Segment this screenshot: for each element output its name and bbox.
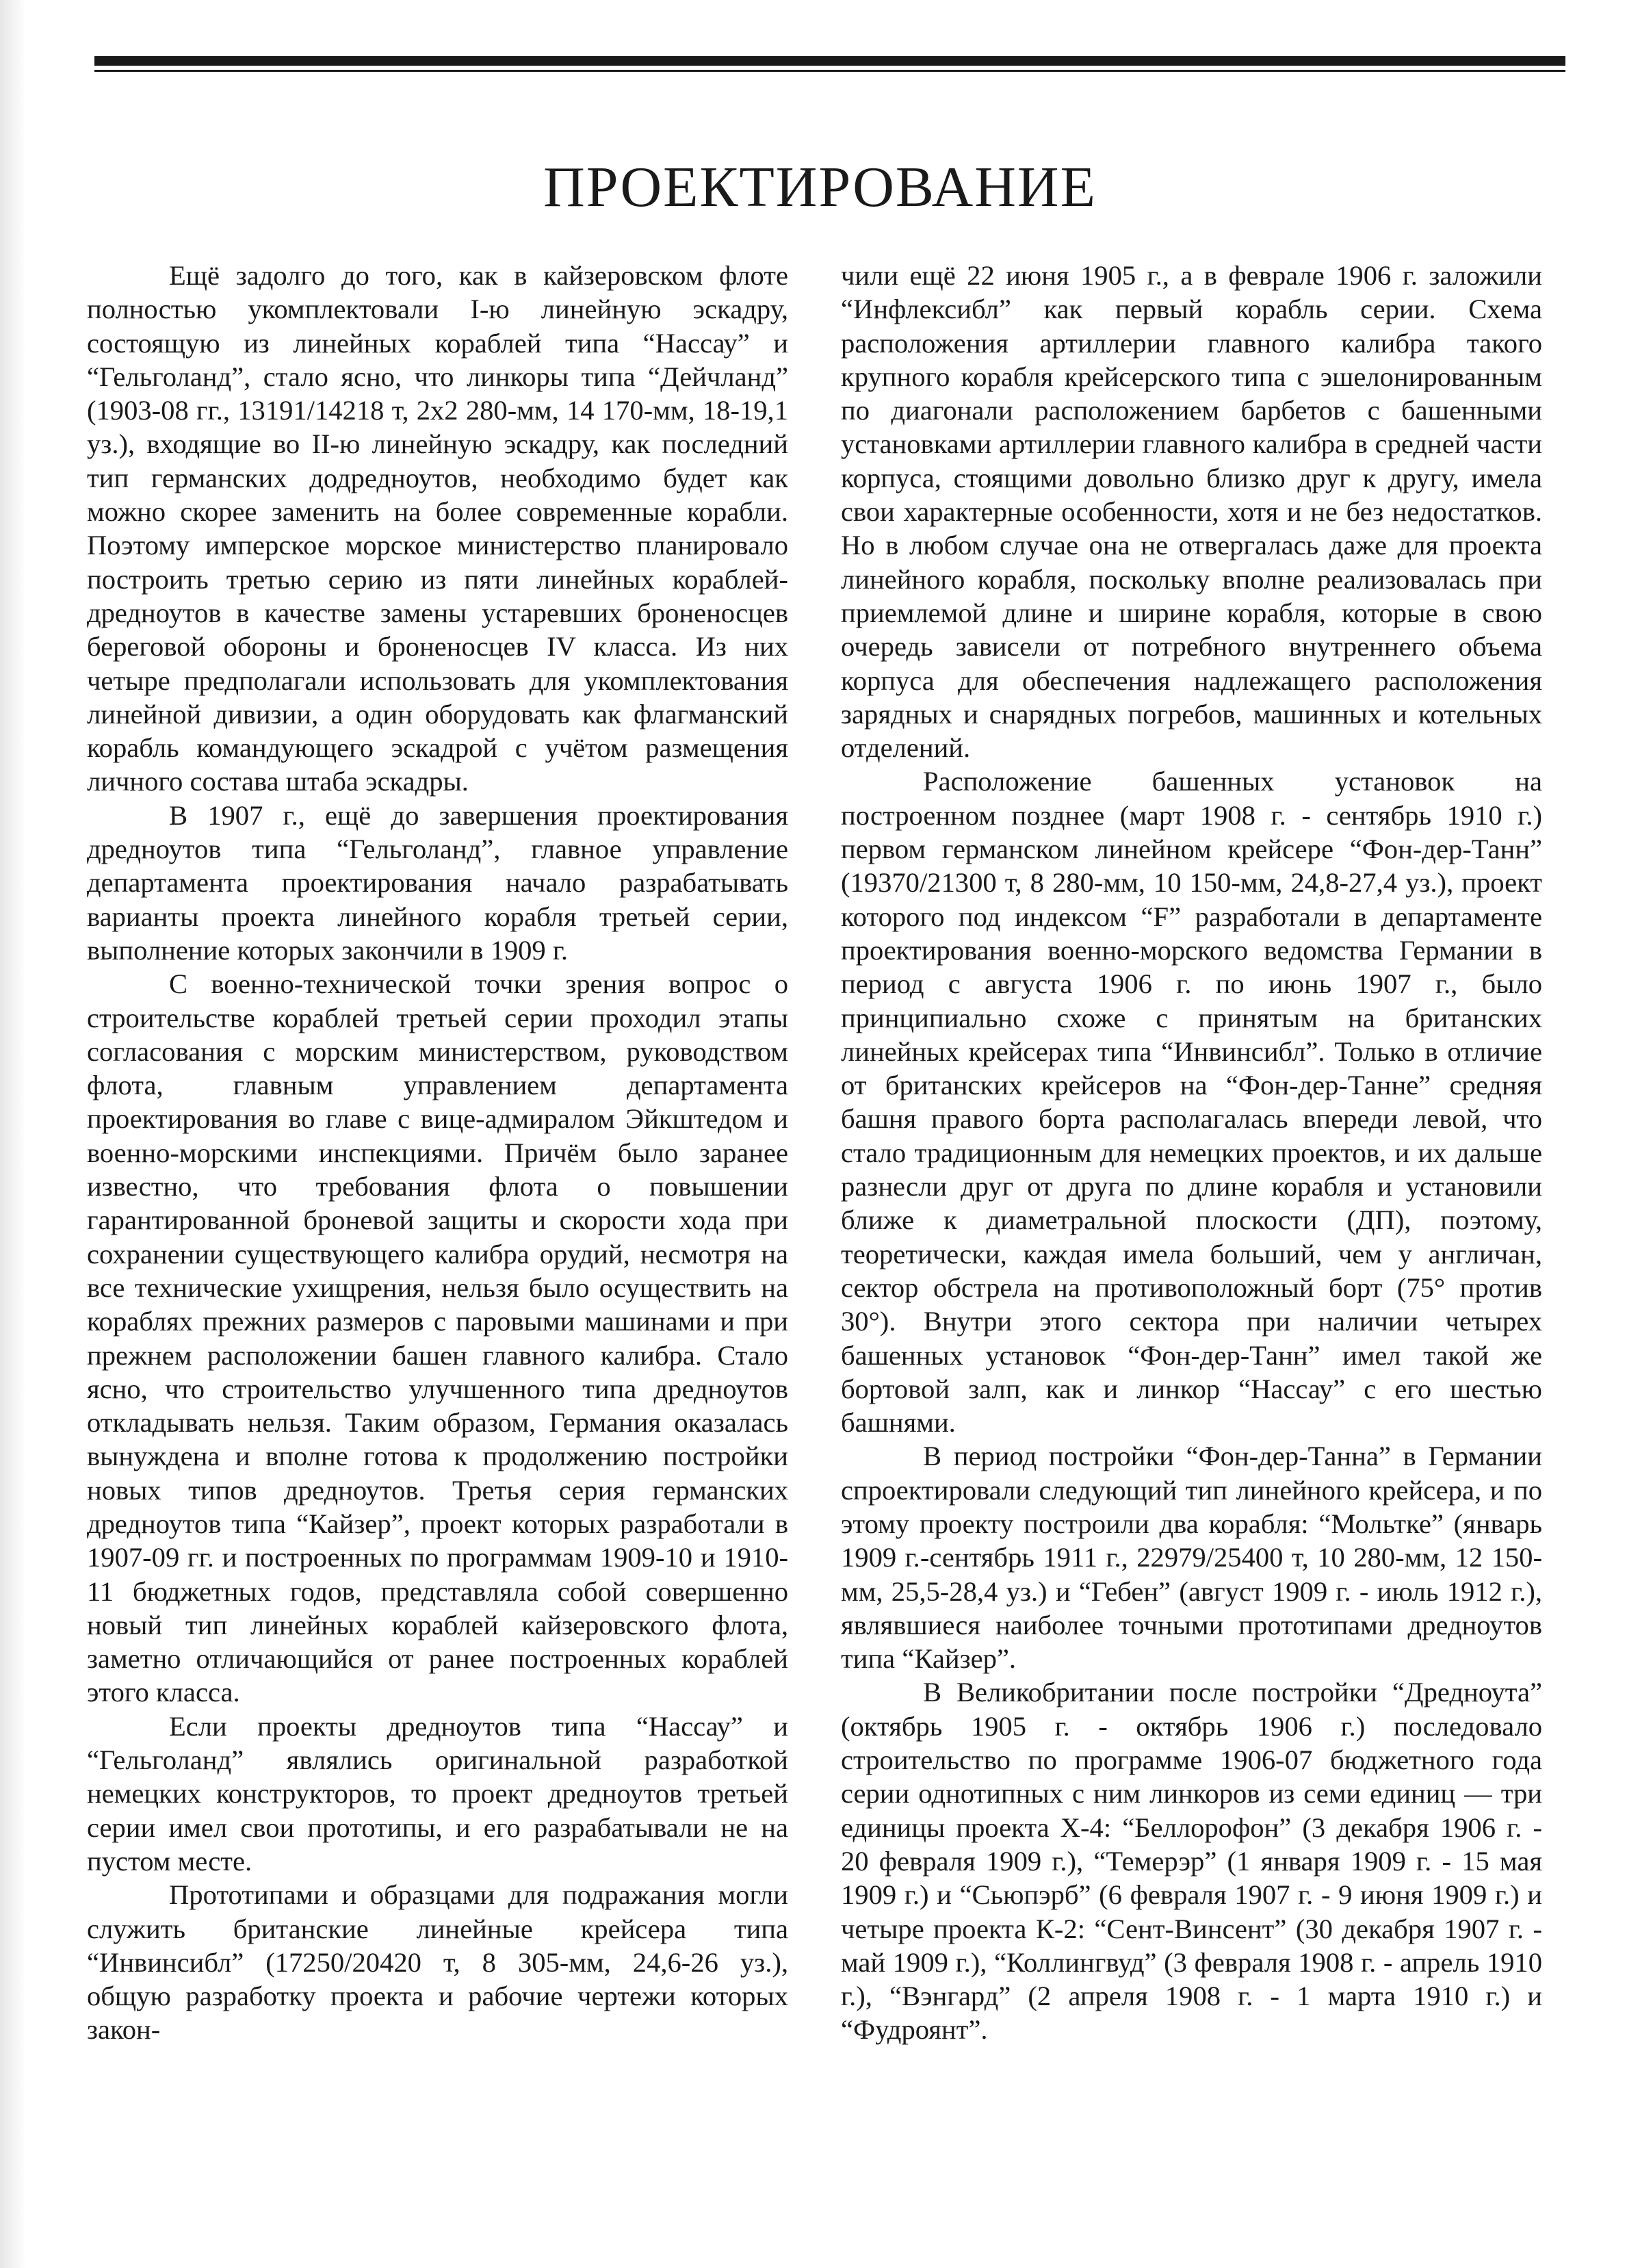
paragraph: Если проекты дредноутов типа “Нассау” и “Гельголанд” являлись оригинальной разработкой немецких конструкторов, то проект дредноутов третьей серии имел свои прототипы, и его разрабатывали не на пустом месте. — [87, 1710, 788, 1877]
right-column — [841, 259, 1542, 2047]
paragraph-continuation: чили ещё 22 июня 1905 г., а в феврале 1906 г. заложили “Инфлексибл” как первый корабль серии. Схема расположения артиллерии главного калибра такого крупного корабля крейсерского типа с эшелонированным по диагонали расположением барбетов с башенными установками артиллерии главного калибра в средней части корпуса, стоящими довольно близко друг к другу, имела свои характерные особенности, хотя и не без недостатков. Но в любом случае она не отвергалась даже для проекта линейного корабля, поскольку вполне реализовалась при приемлемой длине и ширине корабля, которые в свою очередь зависели от потребного внутреннего объема корпуса для обеспечения надлежащего расположения зарядных и снарядных погребов, машинных и котельных отделений. — [841, 260, 1542, 764]
paragraph: В период постройки “Фон-дер-Танна” в Германии спроектировали следующий тип линейного крейсера, и по этому проекту построили два корабля: “Мольтке” (январь 1909 г.-сентябрь 1911 г., 22979/25400 т, 10 280-мм, 12 150-мм, 25,5-28,4 уз.) и “Гебен” (август 1909 г. - июль 1912 г.), являвшиеся наиболее точными прототипами дредноутов типа “Кайзер”. — [841, 1441, 1542, 1675]
paragraph: В 1907 г., ещё до завершения проектирования дредноутов типа “Гельголанд”, главное управление департамента проектирования начало разрабатывать варианты проекта линейного корабля третьей серии, выполнение которых закончили в 1909 г. — [87, 799, 788, 966]
header-rule-thick — [94, 56, 1565, 66]
page-edge-shadow — [0, 0, 26, 2268]
paragraph: В Великобритании после постройки “Дредноута” (октябрь 1905 г. - октябрь 1906 г.) последовало строительство по программе 1906-07 бюджетного года серии однотипных с ним линкоров из семи единиц — три единицы проекта Х-4: “Беллорофон” (3 декабря 1906 г. - 20 февраля 1909 г.), “Темерэр” (1 января 1909 г. - 15 мая 1909 г.) и “Сьюпэрб” (6 февраля 1907 г. - 9 июня 1909 г.) и четыре проекта К-2: “Сент-Винсент” (30 декабря 1907 г. - май 1909 г.), “Коллингвуд” (3 февраля 1908 г. - апрель 1910 г.), “Вэнгард” (2 апреля 1908 г. - 1 марта 1910 г.) и “Фудроянт”. — [841, 1677, 1542, 2046]
paragraph: Прототипами и образцами для подражания могли служить британские линейные крейсера типа “Инвинсибл” (17250/20420 т, 8 305-мм, 24,6-26 уз.), общую разработку проекта и рабочие чертежи которых закон- — [87, 1879, 788, 2046]
header-rule-thin — [94, 70, 1565, 72]
page-title: ПРОЕКТИРОВАНИЕ — [543, 155, 1097, 219]
paragraph: Ещё задолго до того, как в кайзеровском флоте полностью укомплектовали I-ю линейную эскадру, состоящую из линейных кораблей типа “Нассау” и “Гельголанд”, стало ясно, что линкоры типа “Дейчланд” (1903-08 гг., 13191/14218 т, 2x2 280-мм, 14 170-мм, 18-19,1 уз.), входящие во II-ю линейную эскадру, как последний тип германских додредноутов, необходимо будет как можно скорее заменить на более современные корабли. Поэтому имперское морское министерство планировало построить третью серию из пяти линейных кораблей-дредноутов в качестве замены устаревших броненосцев береговой обороны и броненосцев IV класса. Из них четыре предполагали использовать для укомплектования линейной дивизии, а один оборудовать как флагманский корабль командующего эскадрой с учётом размещения личного состава штаба эскадры. — [87, 260, 788, 797]
left-column — [87, 259, 788, 2047]
paragraph: С военно-технической точки зрения вопрос о строительстве кораблей третьей серии проходил этапы согласования с морским министерством, руководством флота, главным управлением департамента проектирования во главе с вице-адмиралом Эйкштедом и военно-морскими инспекциями. Причём было заранее известно, что требования флота о повышении гарантированной броневой защиты и скорости хода при сохранении существующего калибра орудий, несмотря на все технические ухищрения, нельзя было осуществить на кораблях прежних размеров с паровыми машинами и при прежнем расположении башен главного калибра. Стало ясно, что строительство улучшенного типа дредноутов откладывать нельзя. Таким образом, Германия оказалась вынуждена и вполне готова к продолжению постройки новых типов дредноутов. Третья серия германских дредноутов типа “Кайзер”, проект которых разработали в 1907-09 гг. и построенных по программам 1909-10 и 1910-11 бюджетных годов, представляла собой совершенно новый тип линейных кораблей кайзеровского флота, заметно отличающийся от ранее построенных кораблей этого класса. — [87, 968, 788, 1708]
paragraph: Расположение башенных установок на построенном позднее (март 1908 г. - сентябрь 1910 г.) первом германском линейном крейсере “Фон-дер-Танн” (19370/21300 т, 8 280-мм, 10 150-мм, 24,8-27,4 уз.), проект которого под индексом “F” разработали в департаменте проектирования военно-морского ведомства Германии в период с августа 1906 г. по июнь 1907 г., было принципиально схоже с принятым на британских линейных крейсерах типа “Инвинсибл”. Только в отличие от британских крейсеров на “Фон-дер-Танне” средняя башня правого борта располагалась впереди левой, что стало традиционным для немецких проектов, и их дальше разнесли друг от друга по длине корабля и установили ближе к диаметральной плоскости (ДП), поэтому, теоретически, каждая имела больший, чем у англичан, сектор обстрела на противоположный борт (75° против 30°). Внутри этого сектора при наличии четырех башенных установок “Фон-дер-Танн” имел такой же бортовой залп, как и линкор “Нассау” с его шестью башнями. — [841, 766, 1542, 1439]
